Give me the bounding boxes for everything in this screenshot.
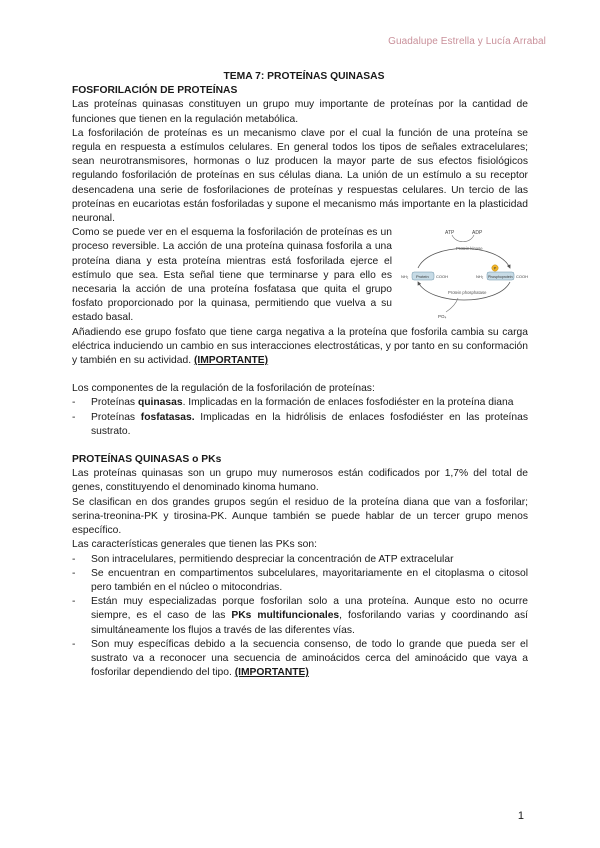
- phosphatase-label: Protein phosphatase: [448, 290, 487, 296]
- paragraph: Se clasifican en dos grandes grupos según el residuo de la proteína diana que van a fosforilar; serina-treonina-PK y tirosina-PK. Aunque también se puede hablar de un tercer grupo menos específico.: [72, 496, 528, 537]
- cooh-left-label: COOH: [436, 274, 448, 280]
- nh2-right-label: NH₂: [476, 274, 484, 280]
- important-note: (IMPORTANTE): [234, 667, 309, 679]
- components-list: [72, 396, 528, 439]
- phosphoprotein-label: Phosphoprotein: [488, 275, 513, 280]
- paragraph: Las características generales que tienen las PKs son:: [72, 539, 317, 551]
- paragraph: Las proteínas quinasas constituyen un grupo muy importante de proteínas por la cantidad de funciones que tienen en la regulación metabólica.: [72, 99, 528, 125]
- paragraph: Las proteínas quinasas son un grupo muy numerosos están codificados por 1,7% del total de genes, constituyendo el denominado kinoma humano.: [72, 468, 528, 494]
- pk-characteristics-list: [72, 553, 528, 681]
- phosphorylation-cycle-diagram: [400, 228, 528, 320]
- paragraph: Como se puede ver en el esquema la fosforilación de proteínas es un proceso reversible. La acción de una proteína quinasa fosforila a una proteína diana y esta proteína mientras está fosforilada ejerce el estímulo que sea. Esta señal tiene que terminarse y para ello es necesaria la acción de una proteína fosfatasa que quita el grupo fosfato proporcionado por la quinasa, permitiendo que vuelva a su estado basal.: [72, 227, 392, 324]
- phosphate-label: P: [493, 265, 497, 271]
- kinase-label: Protein kinase: [456, 246, 483, 252]
- list-item: - Son muy específicas debido a la secuencia consenso, de todo lo grande que pueda ser el sustrato va a reconocer una secuencia de aminoácidos cerca del aminoácido que vaya a fosforilar dependiendo del tipo. (IMPORTANTE): [72, 638, 528, 681]
- nh2-left-label: NH₂: [401, 274, 409, 280]
- components-intro: Los componentes de la regulación de la fosforilación de proteínas:: [72, 383, 375, 395]
- list-item: - Están muy especializadas porque fosforilan solo a una proteína. Aunque esto no ocurre siempre, es el caso de las PKs multifuncionales, fosforilando varias y coordinando así simultáneamente los flujos a través de las diferentes vías.: [72, 595, 528, 638]
- atp-label: ATP: [445, 230, 455, 237]
- cooh-right-label: COOH: [516, 274, 528, 280]
- page-content: [72, 70, 528, 680]
- list-item: - Proteínas fosfatasas. Implicadas en la hidrólisis de enlaces fosfodiéster en las proteínas sustrato.: [72, 411, 528, 439]
- protein-left-label: Protein: [416, 274, 429, 280]
- adp-label: ADP: [472, 230, 483, 237]
- section-heading-pks: PROTEÍNAS QUINASAS o PKs: [72, 454, 222, 466]
- list-item: - Se encuentran en compartimentos subcelulares, mayoritariamente en el citoplasma o citosol pero también en el núcleo o mitocondrias.: [72, 567, 528, 595]
- important-note: (IMPORTANTE): [193, 355, 269, 367]
- list-item: - Proteínas quinasas. Implicadas en la formación de enlaces fosfodiéster en la proteína diana: [72, 396, 528, 410]
- document-title: TEMA 7: PROTEÍNAS QUINASAS: [223, 71, 385, 82]
- list-item: - Son intracelulares, permitiendo despreciar la concentración de ATP extracelular: [72, 553, 528, 567]
- atp-adp-arrow: [452, 235, 474, 242]
- paragraph: La fosforilación de proteínas es un mecanismo clave por el cual la función de una proteína se regula en respuesta a estímulos celulares. En general todos los tipos de señales extracelulares; sean neurotransmisores, hormonas o luz producen la mayor parte de sus efectos fisiológicos regulando fosforilación de proteínas en sus células diana. La unión de un estímulo a su receptor desencadena una serie de fosforilaciones de proteínas y respuestas celulares. Un tercio de las proteínas en eucariotas están fosforiladas y supone el mecanismo más importante en la plasticidad neuronal.: [72, 127, 528, 225]
- pi-label: PO₄: [438, 314, 447, 320]
- paragraph: [72, 326, 528, 369]
- paragraph-text: Añadiendo ese grupo fosfato que tiene carga negativa a la proteína que fosforila cambia su carga eléctrica induciendo un cambio en sus interacciones electrostáticas, y por tanto en su conformación y también en su actividad.: [72, 326, 528, 367]
- page-header-authors: Guadalupe Estrella y Lucía Arrabal: [388, 36, 546, 47]
- page-number: 1: [517, 810, 524, 822]
- section-heading-fosforilacion: FOSFORILACIÓN DE PROTEÍNAS: [72, 85, 238, 97]
